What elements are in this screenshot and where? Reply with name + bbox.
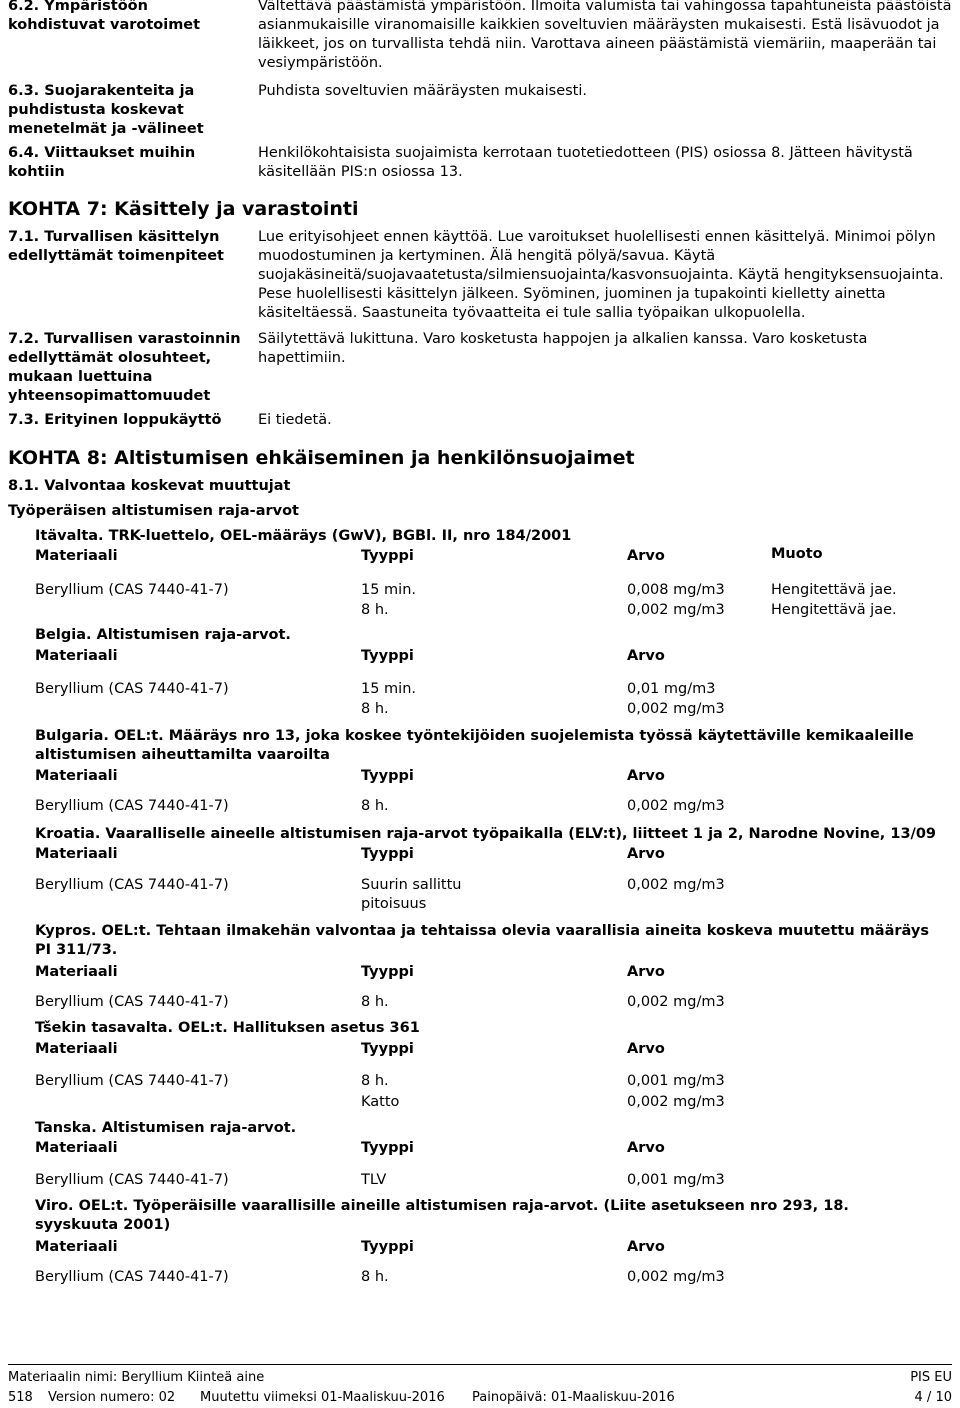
row-6-4-label: 6.4. Viittaukset muihin kohtiin <box>8 145 196 180</box>
header-form: Muoto <box>771 546 823 562</box>
country-title-estonia: Viro. OEL:t. Työperäisille vaarallisille aineille altistumisen raja-arvot. (Liite asetukseen nro 293, 18. syyskuuta 2001) <box>35 1198 849 1233</box>
header-material: Materiaali <box>35 846 118 862</box>
footer-region: PIS EU <box>910 1370 952 1385</box>
material-cell: Beryllium (CAS 7440-41-7) <box>35 681 229 697</box>
country-title-cyprus: Kypros. OEL:t. Tehtaan ilmakehän valvontaa ja tehtaissa olevia vaarallisia aineita koskeva muutettu määräys PI 311/73. <box>35 923 929 958</box>
section-7-title: KOHTA 7: Käsittely ja varastointi <box>8 198 359 220</box>
section-8-1-subtitle: 8.1. Valvontaa koskevat muuttujat <box>8 478 291 494</box>
material-cell: Beryllium (CAS 7440-41-7) <box>35 1269 229 1285</box>
header-type: Tyyppi <box>361 964 414 980</box>
row-7-1-value: Lue erityisohjeet ennen käyttöä. Lue varoitukset huolellisesti ennen käsittelyä. Minimoi pölyn muodostuminen ja kertyminen. Älä hengitä pölyä/savua. Käytä suojakäsineitä/suojavaatetusta/silmiensuojainta/kasvonsuojainta. Käytä hengityksensuojainta. Pese huolellisesti käsittelyn jälkeen. Syöminen, juominen ja tupakointi kielletty ainetta käsiteltäessä. Saastuneita työvaatteita ei tule sallia työpaikan ulkopuolella. <box>258 229 944 321</box>
type-cell: Suurin sallittu pitoisuus <box>361 877 462 912</box>
type-cell: 15 min. <box>361 582 417 598</box>
header-value: Arvo <box>627 648 665 664</box>
header-type: Tyyppi <box>361 548 414 564</box>
header-type: Tyyppi <box>361 1041 414 1057</box>
row-7-3-label: 7.3. Erityinen loppukäyttö <box>8 412 222 428</box>
section-8-title: KOHTA 8: Altistumisen ehkäiseminen ja henkilönsuojaimet <box>8 447 635 469</box>
header-value: Arvo <box>627 964 665 980</box>
header-value: Arvo <box>627 768 665 784</box>
type-cell: 8 h. <box>361 602 389 618</box>
material-cell: Beryllium (CAS 7440-41-7) <box>35 582 229 598</box>
value-cell: 0,002 mg/m3 <box>627 602 725 618</box>
country-title-belgium: Belgia. Altistumisen raja-arvot. <box>35 627 291 643</box>
material-cell: Beryllium (CAS 7440-41-7) <box>35 994 229 1010</box>
row-7-3-value: Ei tiedetä. <box>258 412 332 428</box>
material-cell: Beryllium (CAS 7440-41-7) <box>35 1073 229 1089</box>
header-type: Tyyppi <box>361 846 414 862</box>
footer-divider <box>8 1364 952 1365</box>
header-type: Tyyppi <box>361 648 414 664</box>
header-material: Materiaali <box>35 768 118 784</box>
row-6-4-value: Henkilökohtaisista suojaimista kerrotaan tuotetiedotteen (PIS) osiossa 8. Jätteen hävitystä käsitellään PIS:n osiossa 13. <box>258 145 913 180</box>
value-cell: 0,002 mg/m3 <box>627 877 725 893</box>
row-6-2-label: 6.2. Ympäristöön kohdistuvat varotoimet <box>8 0 201 33</box>
header-material: Materiaali <box>35 548 118 564</box>
row-7-2-value: Säilytettävä lukittuna. Varo kosketusta happojen ja alkalien kanssa. Varo kosketusta hapettimiin. <box>258 331 868 366</box>
footer-material-name: Materiaalin nimi: Beryllium Kiinteä aine <box>8 1370 265 1385</box>
type-cell: 8 h. <box>361 701 389 717</box>
type-cell: 8 h. <box>361 994 389 1010</box>
footer-version: Version numero: 02 <box>48 1390 176 1405</box>
form-cell: Hengitettävä jae. <box>771 582 897 598</box>
footer-printed: Painopäivä: 01-Maaliskuu-2016 <box>472 1390 675 1405</box>
country-title-czech: Tšekin tasavalta. OEL:t. Hallituksen asetus 361 <box>35 1020 420 1036</box>
header-type: Tyyppi <box>361 1239 414 1255</box>
header-material: Materiaali <box>35 1239 118 1255</box>
form-cell: Hengitettävä jae. <box>771 602 897 618</box>
country-title-bulgaria: Bulgaria. OEL:t. Määräys nro 13, joka koskee työntekijöiden suojelemista työssä käytettäville kemikaaleille altistumisen aiheuttamilta vaaroilta <box>35 728 914 763</box>
row-6-3-label: 6.3. Suojarakenteita ja puhdistusta koskevat menetelmät ja -välineet <box>8 83 204 137</box>
material-cell: Beryllium (CAS 7440-41-7) <box>35 877 229 893</box>
value-cell: 0,002 mg/m3 <box>627 1094 725 1110</box>
row-6-3-value: Puhdista soveltuvien määräysten mukaisesti. <box>258 83 588 99</box>
row-7-2-label: 7.2. Turvallisen varastoinnin edellyttämät olosuhteet, mukaan luettuina yhteensopimattomuudet <box>8 331 241 404</box>
header-type: Tyyppi <box>361 1140 414 1156</box>
header-material: Materiaali <box>35 648 118 664</box>
footer-page-number: 4 / 10 <box>914 1390 952 1405</box>
header-material: Materiaali <box>35 964 118 980</box>
header-value: Arvo <box>627 1140 665 1156</box>
country-title-denmark: Tanska. Altistumisen raja-arvot. <box>35 1120 297 1136</box>
value-cell: 0,001 mg/m3 <box>627 1172 725 1188</box>
type-cell: Katto <box>361 1094 400 1110</box>
header-type: Tyyppi <box>361 768 414 784</box>
material-cell: Beryllium (CAS 7440-41-7) <box>35 1172 229 1188</box>
header-material: Materiaali <box>35 1041 118 1057</box>
country-title-croatia: Kroatia. Vaaralliselle aineelle altistumisen raja-arvot työpaikalla (ELV:t), liitteet 1 ja 2, Narodne Novine, 13/09 <box>35 826 937 842</box>
header-material: Materiaali <box>35 1140 118 1156</box>
footer-doc-id: 518 <box>8 1390 33 1405</box>
footer-modified: Muutettu viimeksi 01-Maaliskuu-2016 <box>200 1390 445 1405</box>
oel-heading: Työperäisen altistumisen raja-arvot <box>8 503 299 519</box>
row-6-2-value: Vältettävä päästämistä ympäristöön. Ilmoita valumista tai vahingossa tapahtuneista päästöistä asianmukaisille viranomaisille kaikkien soveltuvien määräysten mukaisesti. Estä lisävuodot ja läikkeet, jos on turvallista tehdä niin. Varottava aineen päästämistä viemäriin, maaperään tai vesiympäristöön. <box>258 0 952 71</box>
type-cell: 15 min. <box>361 681 417 697</box>
type-cell: 8 h. <box>361 1073 389 1089</box>
header-value: Arvo <box>627 548 665 564</box>
value-cell: 0,01 mg/m3 <box>627 681 716 697</box>
value-cell: 0,002 mg/m3 <box>627 994 725 1010</box>
header-value: Arvo <box>627 846 665 862</box>
type-cell: 8 h. <box>361 1269 389 1285</box>
type-cell: TLV <box>361 1172 387 1188</box>
type-cell: 8 h. <box>361 798 389 814</box>
country-title-austria: Itävalta. TRK-luettelo, OEL-määräys (GwV), BGBl. II, nro 184/2001 <box>35 528 572 544</box>
value-cell: 0,001 mg/m3 <box>627 1073 725 1089</box>
header-value: Arvo <box>627 1041 665 1057</box>
value-cell: 0,002 mg/m3 <box>627 701 725 717</box>
value-cell: 0,002 mg/m3 <box>627 1269 725 1285</box>
header-value: Arvo <box>627 1239 665 1255</box>
material-cell: Beryllium (CAS 7440-41-7) <box>35 798 229 814</box>
value-cell: 0,002 mg/m3 <box>627 798 725 814</box>
value-cell: 0,008 mg/m3 <box>627 582 725 598</box>
row-7-1-label: 7.1. Turvallisen käsittelyn edellyttämät toimenpiteet <box>8 229 224 264</box>
